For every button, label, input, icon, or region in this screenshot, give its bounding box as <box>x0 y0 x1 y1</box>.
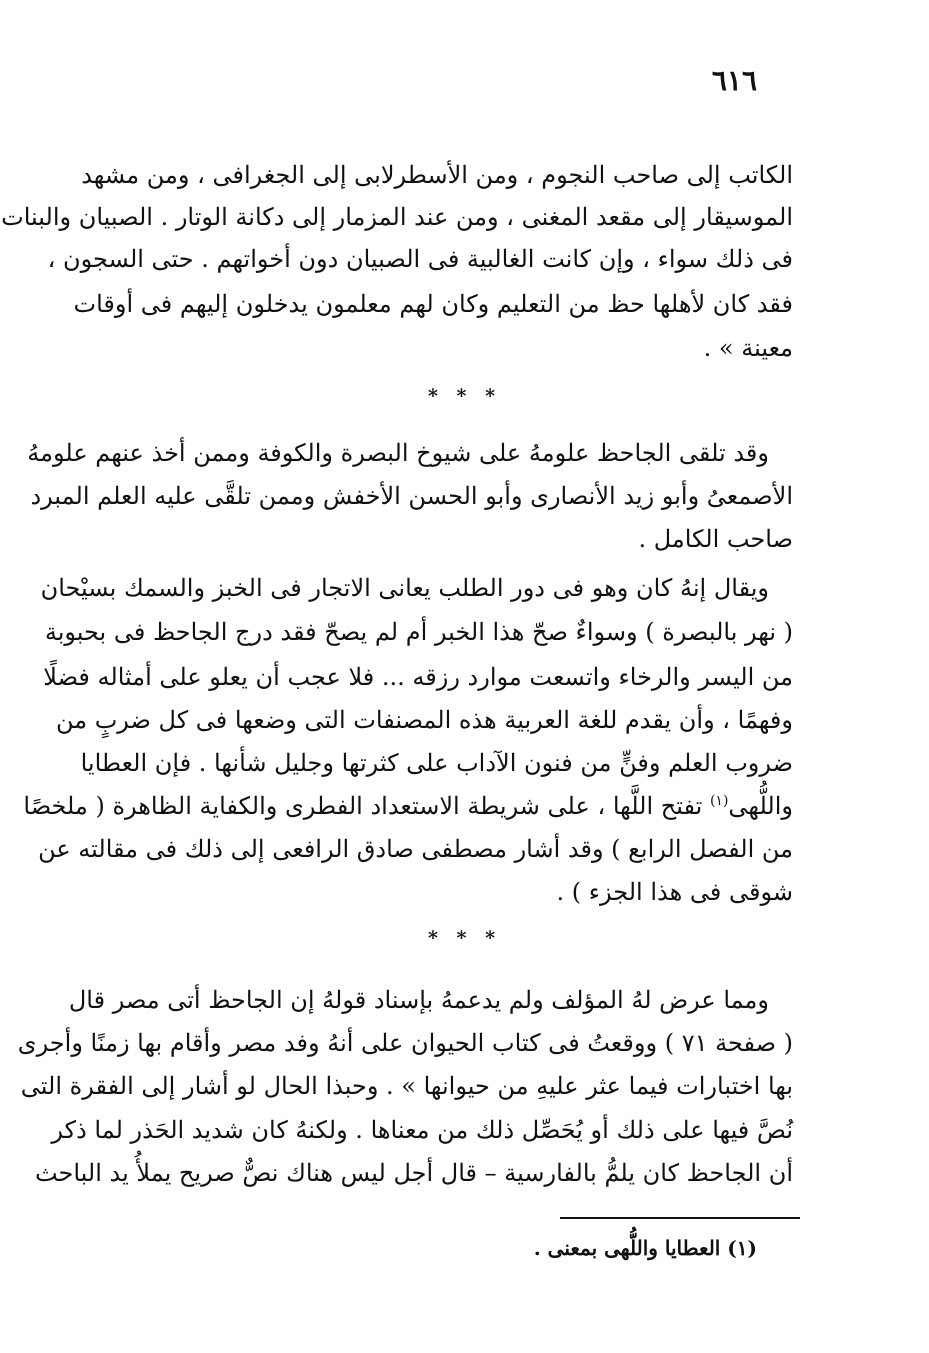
paragraph-4-line-1: ومما عرض لهُ المؤلف ولم يدعمهُ بإسناد قولهُ إن الجاحظ أتى مصر قال <box>68 986 769 1014</box>
paragraph-2-line-3: صاحب الكامل . <box>638 525 793 553</box>
paragraph-3-line-5: ضروب العلم وفنٍّ من فنون الآداب على كثرتها وجليل شأنها . فإن العطايا <box>80 749 793 777</box>
footnote-reference: (١) <box>709 793 729 809</box>
paragraph-3-line-2: ( نهر بالبصرة ) وسواءٌ صحّ هذا الخبر أم لم يصحّ فقد درج الجاحظ فى بحبوبة <box>44 618 793 646</box>
paragraph-3-line-1: ويقال إنهُ كان وهو فى دور الطلب يعانى الاتجار فى الخبز والسمك بسيْحان <box>40 574 769 602</box>
paragraph-1-line-3: فى ذلك سواء ، وإن كانت الغالبية فى الصبيان دون أخواتهم . حتى السجون ، <box>47 245 793 273</box>
section-separator: * * * <box>427 385 502 407</box>
paragraph-1-line-5: معينة » . <box>703 334 793 362</box>
paragraph-4-line-3: بها اختبارات فيما عثر عليهِ من حيوانها » . وحبذا الحال لو أشار إلى الفقرة التى <box>20 1072 793 1100</box>
footnote-divider <box>560 1217 800 1219</box>
paragraph-4-line-4: نُصَّ فيها على ذلك أو يُحَصِّل ذلك من معناها . ولكنهُ كان شديد الحَذر لما ذكر <box>51 1116 793 1144</box>
paragraph-2-line-1: وقد تلقى الجاحظ علومهُ على شيوخ البصرة والكوفة وممن أخذ عنهم علومهُ <box>27 439 769 467</box>
footnote: (١) العطايا واللُّهى بمعنى . <box>533 1236 757 1260</box>
paragraph-4-line-2: ( صفحة ٧١ ) ووقعتُ فى كتاب الحيوان على أنهُ وفد مصر وأقام بها زمنًا وأجرى <box>17 1029 793 1057</box>
page-number: ٦١٦ <box>711 64 757 97</box>
paragraph-3-line-6-start: واللُّهى <box>728 792 793 820</box>
paragraph-3-line-3: من اليسر والرخاء واتسعت موارد رزقه ... فلا عجب أن يعلو على أمثاله فضلًا <box>43 663 793 691</box>
paragraph-1-line-4: فقد كان لأهلها حظ من التعليم وكان لهم معلمون يدخلون إليهم فى أوقات <box>73 290 793 318</box>
paragraph-3-line-7: من الفصل الرابع ) وقد أشار مصطفى صادق الرافعى إلى ذلك فى مقالته عن <box>38 835 793 863</box>
section-separator: * * * <box>427 927 502 949</box>
paragraph-3-line-6-end: تفتح اللَّها ، على شريطة الاستعداد الفطرى والكفاية الظاهرة ( ملخصًا <box>23 792 710 820</box>
paragraph-3-line-8: شوقى فى هذا الجزء ) . <box>556 878 793 906</box>
paragraph-1-line-1: الكاتب إلى صاحب النجوم ، ومن الأسطرلابى إلى الجغرافى ، ومن مشهد <box>81 161 793 189</box>
paragraph-2-line-2: الأصمعىُ وأبو زيد الأنصارى وأبو الحسن الأخفش وممن تلقَّى عليه العلم المبرد <box>30 482 793 510</box>
paragraph-4-line-5: أن الجاحظ كان يلمُّ بالفارسية – قال أجل ليس هناك نصٌّ صريح يملأُ يد الباحث <box>34 1159 793 1187</box>
paragraph-3-line-4: وفهمًا ، وأن يقدم للغة العربية هذه المصنفات التى وضعها فى كل ضربٍ من <box>55 706 793 734</box>
paragraph-1-line-2: الموسيقار إلى مقعد المغنى ، ومن عند المزمار إلى دكانة الوتار . الصبيان والبنات <box>1 203 793 231</box>
paragraph-3-line-6 <box>23 786 793 826</box>
